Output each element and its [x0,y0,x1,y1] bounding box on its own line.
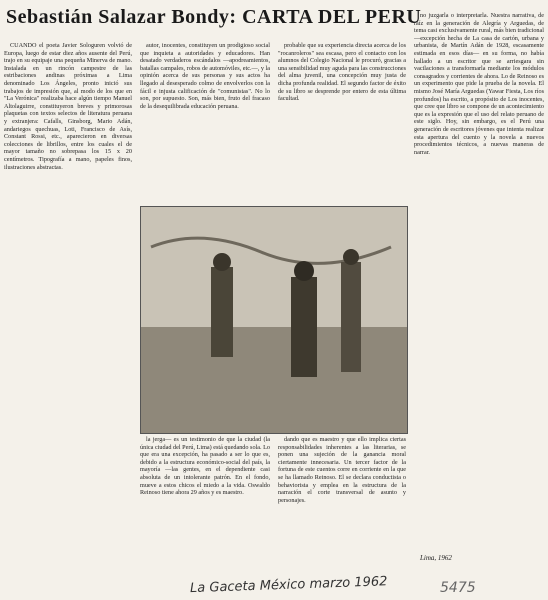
article-column-2 [140,42,270,202]
column-4-text: no juzgarla o interpretarla. Nuestra narrativa, de raíz en la generación de Alegría y Arguedas, de tema casi exclusivamente rural, más bien tradicional —excepción hecha de La casa de cartón, urbana y urbanista, de Martín Adán de 1928, escasamente estimada en esos días— en su forma, no había hallado a un escritor que se arriesgara sin vacilaciones a transformarla mediante los módulos consagrados y corrientes de ahora. Lo de Reinoso es un experimento que pide la prueba de la novela. El mismo José María Arguedas (Yawar Fiesta, Los ríos profundos) ha escrito, a propósito de Los inocentes, que cree que libro se compone de un acontecimiento que es la expresión que el uso del relato peruano de este siglo. Hoy, sin embargo, es el Perú una generación de escritores jóvenes que intenta realizar esta apertura del cuento y la novela a nuevos procedimientos técnicos, a nuevas maneras de narrar. [414,12,544,156]
article-column-3 [278,42,406,202]
handwritten-annotation: La Gaceta México marzo 1962 [189,574,388,597]
column-6-text: dando que es maestro y que ello implica ciertas responsabilidades inherentes a las literarias, se ponen una sujeción de la ganancia moral ciertamente innecesaria. Un tercer factor de la fortuna de este cuentos corre en corriente en la que se ha llamado Reinoso. El se declara conductista o behaviorista y emplea en la estructura de la narración el corte transversal de asunto y personajes. [278,436,406,504]
article-signature: Lima, 1962 [420,554,452,562]
article-title: Sebastián Salazar Bondy: CARTA DEL PERU [6,6,422,28]
article-column-5 [140,436,270,584]
article-column-4 [414,12,544,582]
column-3-text: probable que su experiencia directa acerca de los "rocanroleros" sea escasa, pero el contacto con los alumnos del Colegio Nacional le procuró, gracias a una sensibilidad muy aguda para las construcciones del alma juvenil, una concepción muy justa de dicha profunda realidad. El segundo factor de éxito de su libro se desprende por entero de esta última facultad. [278,42,406,103]
column-5-text: la jerga— es un testimonio de que la ciudad (la única ciudad del Perú, Lima) está quedando sola. Lo que era una excepción, ha pasado a ser lo que es, debido a la estructura económico-social del país, la mayoría —las gentes, en el dependiente casi absoluta de un intolerante patrón. En el fondo, mueve a estos chicos el miedo a la vida. Oswaldo Reinoso tiene ahora 29 años y es maestro. [140,436,270,497]
article-column-6 [278,436,406,584]
boys-photo-illustration [141,207,407,433]
column-1-text: CUANDO el poeta Javier Sologuren volvió de Europa, luego de estar diez años ausente del Perú, trajo en su equipaje una pequeña Minerva de mano. Instalada en un rincón campestre de las estribaciones andinas próximas a Lima denominado Los Ángeles, pronto inició sus trabajos de impresión que, al modo de los que en "La Verónica" realizaba hace algún tiempo Manuel Altolaguirre, constituyeron breves y primorosas plaquetas con textos selectos de literatura peruana y extranjera: Cafalls, Ginsborg, Mario Adán, andariegos quechuas, Loti, Francisco de Asís, Constant Rossi, etc., aparecieron en diversas colecciones de librillos, entre los cuales el de mayor tamaño no sobrepasa los 15 x 20 centímetros. Tipografía a mano, papeles finos, ilustraciones abstractas. [4,42,132,171]
archive-number: 5475 [440,580,476,596]
column-2-text: autor, inocentes, constituyen un prodigioso social que inquieta a autoridades y educadores. Han desatado verdaderos escándalos —apodreamientos, batallas campales, robos de automóviles, etc.—, y la opinión acerca de sus personas y sus actos ha llegado al desesperado colmo de envolverlos con la fácil e injusta calificación de "comunistas". No lo son, por supuesto. Son, más bien, fruto del fracaso de la desequilibrada educación peruana. [140,42,270,110]
article-column-1 [4,42,132,582]
article-photo [140,206,408,434]
